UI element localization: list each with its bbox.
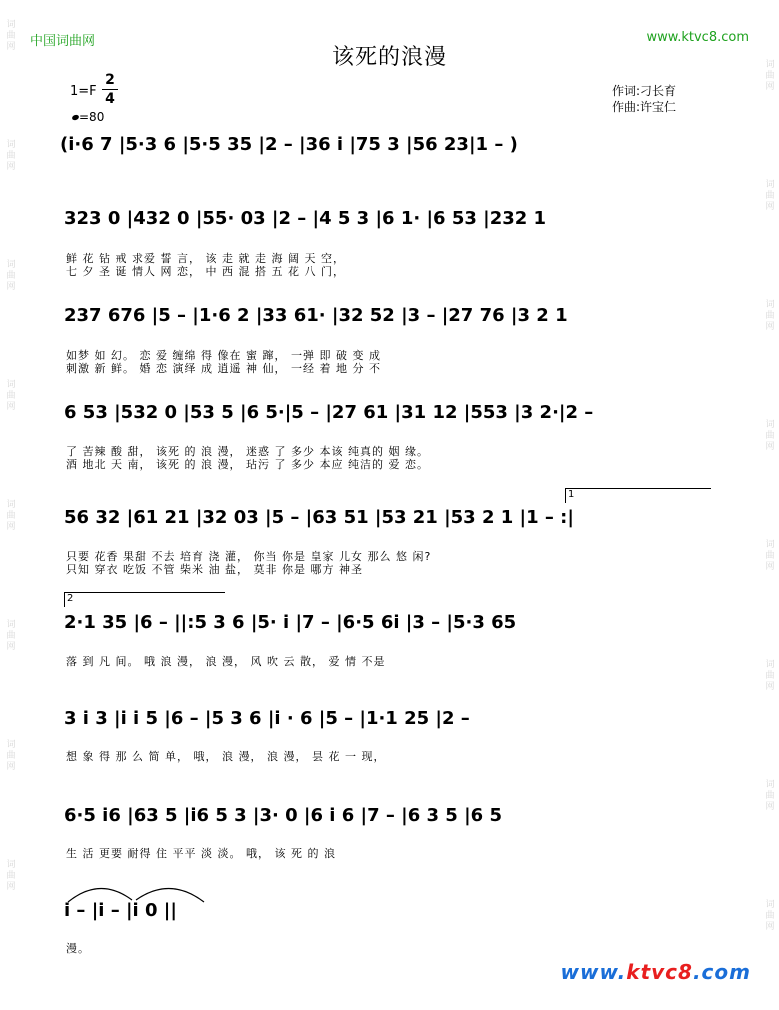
lyrics-row-2-verse-2: 七 夕 圣 诞 情人 网 恋， 中 西 混 搭 五 花 八 门，	[66, 265, 345, 278]
watermark-left-5: 词 曲 网	[6, 500, 16, 532]
watermark-left-8: 词 曲 网	[6, 860, 16, 892]
lyrics-row-8: 生 活 更要 耐得 住 平平 淡 淡。 哦， 该 死 的 浪	[66, 847, 336, 860]
watermark-right-5: 词 曲 网	[765, 540, 775, 572]
tempo-mark	[72, 110, 104, 124]
composer-credit: 作曲:许宝仁	[612, 100, 677, 114]
footer-logo[interactable]	[561, 960, 751, 984]
watermark-left-4: 词 曲 网	[6, 380, 16, 412]
lyrics-row-4-verse-2: 酒 地北 天 南， 该死 的 浪 漫， 玷污 了 多少 本应 纯洁的 爱 恋。	[66, 458, 429, 471]
score-row-3: 237 676 |5 – |1·6 2 |33 61· |32 52 |3 – |27 76 |3 2 1	[64, 305, 568, 326]
watermark-right-2: 词 曲 网	[765, 180, 775, 212]
lyrics-row-9: 漫。	[66, 942, 90, 955]
lyrics-row-3-verse-2: 刺激 新 鲜。 婚 恋 演绎 成 逍遥 神 仙， 一经 着 地 分 不	[66, 362, 381, 375]
tempo-value: =80	[79, 110, 105, 124]
footer-logo-main: ktvc8	[626, 960, 693, 984]
watermark-left-1: 词 曲 网	[6, 20, 16, 52]
watermark-right-1: 词 曲 网	[765, 60, 775, 92]
lyrics-row-5-verse-2: 只知 穿衣 吃饭 不管 柴米 油 盐， 莫非 你是 哪方 神圣	[66, 563, 363, 576]
watermark-left-3: 词 曲 网	[6, 260, 16, 292]
score-row-1: (i·6 7 |5·3 6 |5·5 35 |2 – |36 i |75 3 |56 23|1 – )	[60, 134, 518, 155]
lyrics-row-7: 想 象 得 那 么 简 单， 哦， 浪 漫， 浪 漫， 昙 花 一 现，	[66, 750, 386, 763]
watermark-right-7: 词 曲 网	[765, 780, 775, 812]
time-numerator: 2	[105, 72, 115, 88]
score-row-8: 6·5 i6 |63 5 |i6 5 3 |3· 0 |6 i 6 |7 – |6 3 5 |6 5	[64, 805, 502, 826]
site-name-left[interactable]: 中国词曲网	[30, 34, 96, 49]
watermark-right-8: 词 曲 网	[765, 900, 775, 932]
time-denominator: 4	[105, 91, 115, 107]
volta-bracket-1: 1	[565, 488, 711, 503]
watermark-left-7: 词 曲 网	[6, 740, 16, 772]
score-row-4: 6 53 |532 0 |53 5 |6 5·|5 – |27 61 |31 12 |553 |3 2·|2 –	[64, 402, 594, 423]
lyricist-credit: 作词:刁长育	[612, 84, 677, 98]
watermark-left-2: 词 曲 网	[6, 140, 16, 172]
site-url-right[interactable]: www.ktvc8.com	[646, 30, 749, 45]
lyrics-row-5-verse-1: 只要 花香 果甜 不去 培育 浇 灌， 你当 你是 皇家 儿女 那么 悠 闲?	[66, 550, 432, 563]
watermark-right-3: 词 曲 网	[765, 300, 775, 332]
score-row-9: i – |i – |i 0 ||	[64, 900, 177, 921]
lyrics-row-6: 落 到 凡 间。 哦 浪 漫， 浪 漫， 风 吹 云 散， 爱 情 不是	[66, 655, 386, 668]
score-row-5: 56 32 |61 21 |32 03 |5 – |63 51 |53 21 |53 2 1 |1 – :|	[64, 507, 574, 528]
time-signature	[102, 72, 118, 107]
song-title: 该死的浪漫	[331, 45, 447, 70]
key-signature: 1=F	[70, 84, 97, 99]
footer-logo-suffix: .com	[692, 960, 751, 984]
watermark-left-6: 词 曲 网	[6, 620, 16, 652]
lyrics-row-3-verse-1: 如梦 如 幻。 恋 爱 缠绵 得 像在 蜜 蹿， 一弹 即 破 变 成	[66, 349, 381, 362]
score-row-6: 2·1 35 |6 – ||:5 3 6 |5· i |7 – |6·5 6i |3 – |5·3 65	[64, 612, 517, 633]
watermark-right-4: 词 曲 网	[765, 420, 775, 452]
volta-bracket-2: 2	[64, 592, 225, 607]
lyrics-row-2-verse-1: 鲜 花 钻 戒 求爱 誓 言， 该 走 就 走 海 阔 天 空，	[66, 252, 345, 265]
footer-logo-prefix: www.	[560, 960, 627, 984]
watermark-right-6: 词 曲 网	[765, 660, 775, 692]
score-row-7: 3 i 3 |i i 5 |6 – |5 3 6 |i · 6 |5 – |1·1 25 |2 –	[64, 708, 470, 729]
score-row-2: 323 0 |432 0 |55· 03 |2 – |4 5 3 |6 1· |6 53 |232 1	[64, 208, 547, 229]
lyrics-row-4-verse-1: 了 苦辣 酸 甜， 该死 的 浪 漫， 迷惑 了 多少 本该 纯真的 姻 缘。	[66, 445, 429, 458]
